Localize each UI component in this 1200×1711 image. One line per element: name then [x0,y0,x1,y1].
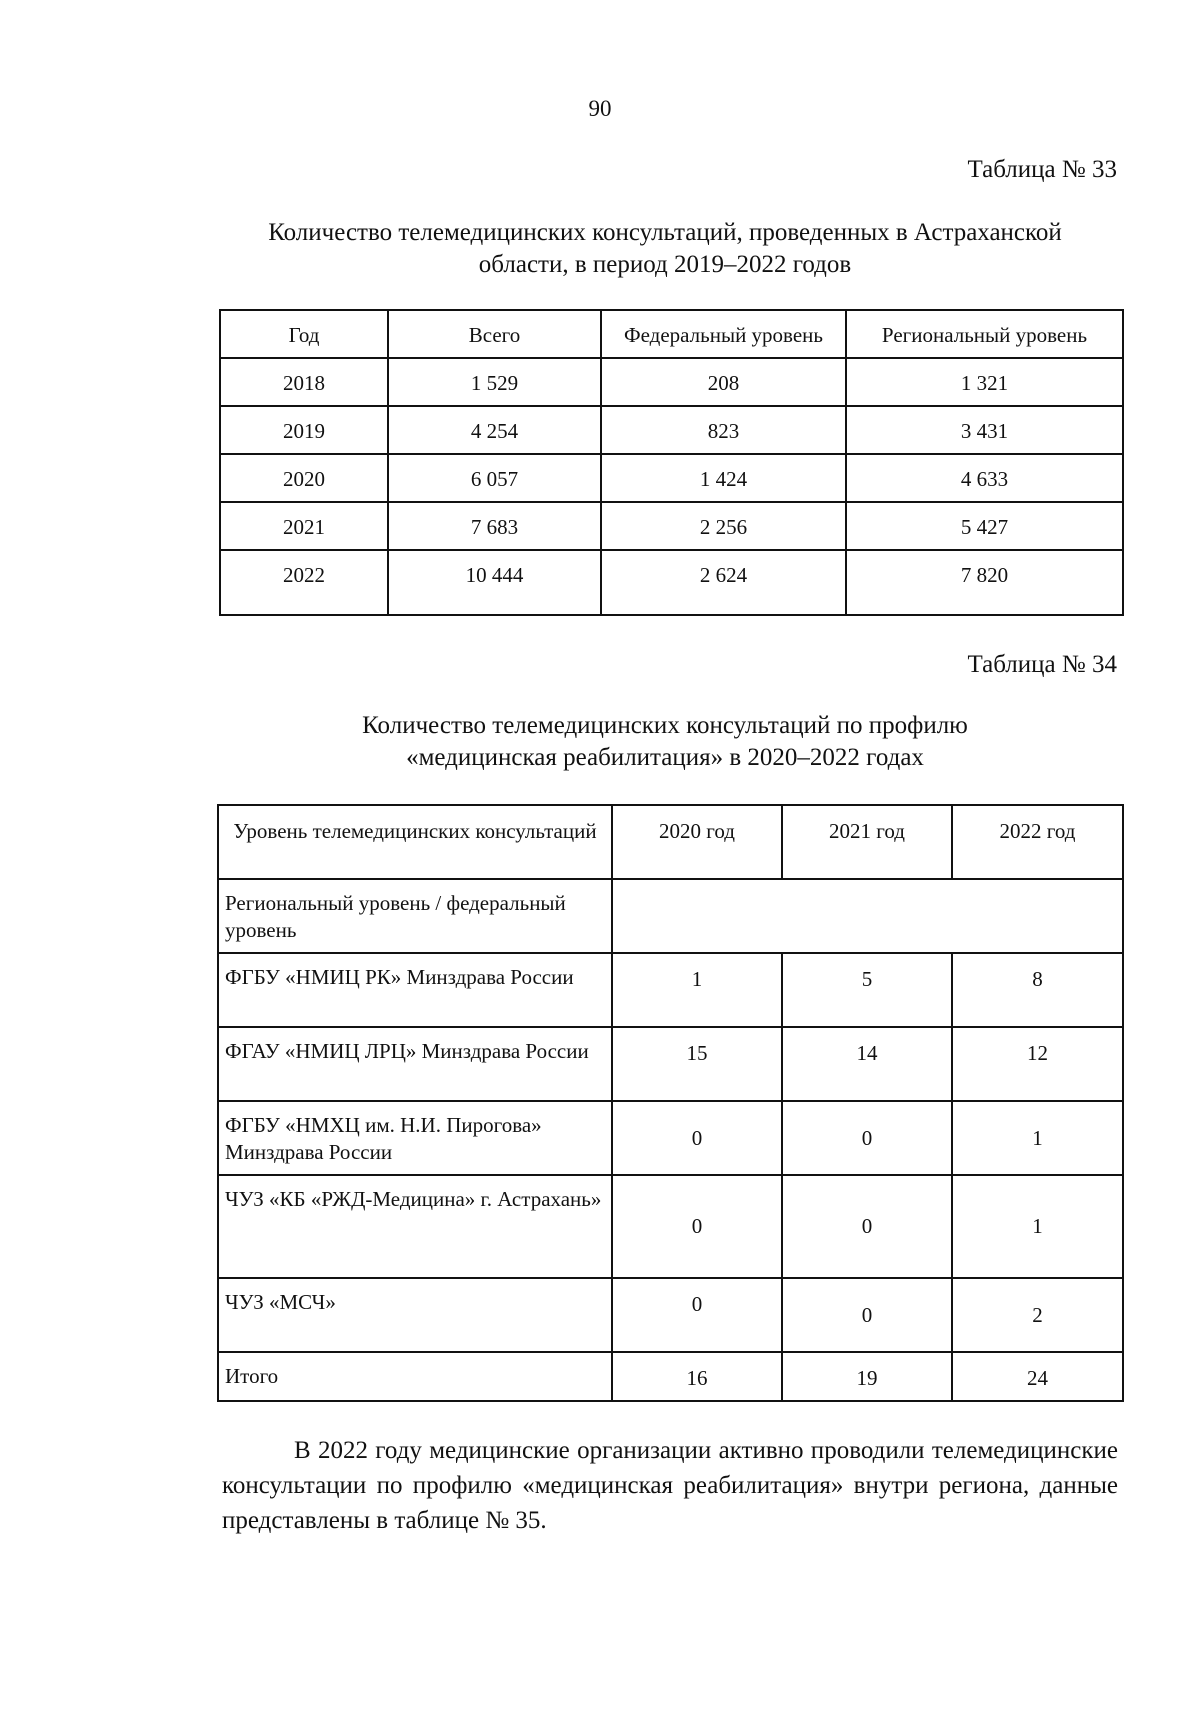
rehabilitation-consultations-table [217,804,1124,1402]
table-34-title-line2: «медицинская реабилитация» в 2020–2022 годах [406,744,924,771]
total-cell: 1 529 [388,358,601,406]
value-2020-cell: 15 [612,1027,782,1101]
total-cell: 6 057 [388,454,601,502]
organization-cell: ФГАУ «НМИЦ ЛРЦ» Минздрава России [218,1027,612,1101]
year-cell: 2018 [220,358,388,406]
table-row [220,406,1123,454]
year-cell: 2021 [220,502,388,550]
group-row-empty-cell [612,879,1123,953]
total-label-cell: Итого [218,1352,612,1401]
column-header-regional: Региональный уровень [846,310,1123,358]
regional-cell: 1 321 [846,358,1123,406]
regional-cell: 4 633 [846,454,1123,502]
year-cell: 2020 [220,454,388,502]
total-2022-cell: 24 [952,1352,1123,1401]
table-row [218,1175,1123,1278]
regional-cell: 3 431 [846,406,1123,454]
table-row [218,953,1123,1027]
value-2021-cell: 0 [782,1175,952,1278]
table-row [218,1027,1123,1101]
table-row [220,550,1123,615]
organization-cell: ЧУЗ «МСЧ» [218,1278,612,1352]
regional-cell: 5 427 [846,502,1123,550]
value-2021-cell: 14 [782,1027,952,1101]
column-header-year: Год [220,310,388,358]
table-33-title-line1: Количество телемедицинских консультаций, проведенных в Астраханской [268,219,1062,246]
total-cell: 4 254 [388,406,601,454]
total-2021-cell: 19 [782,1352,952,1401]
value-2022-cell: 8 [952,953,1123,1027]
organization-cell: ЧУЗ «КБ «РЖД-Медицина» г. Астрахань» [218,1175,612,1278]
federal-cell: 208 [601,358,846,406]
value-2021-cell: 5 [782,953,952,1027]
page-number: 90 [588,96,612,121]
organization-cell: ФГБУ «НМИЦ РК» Минздрава России [218,953,612,1027]
table-33-title-line2: области, в период 2019–2022 годов [478,251,852,278]
group-row-label: Региональный уровень / федеральный уровень [218,879,612,953]
total-cell: 7 683 [388,502,601,550]
year-cell: 2022 [220,550,388,615]
column-header-2020: 2020 год [612,805,782,879]
telemedicine-consultations-table [219,309,1124,616]
value-2021-cell: 0 [782,1278,952,1352]
total-2020-cell: 16 [612,1352,782,1401]
column-header-total: Всего [388,310,601,358]
value-2022-cell: 1 [952,1175,1123,1278]
table-33-title [200,217,1130,281]
body-paragraph: В 2022 году медицинские организации активно проводили телемедицинские консультации по профилю «медицинская реабилитация» внутри региона, данные представлены в таблице № 35. [222,1437,1118,1534]
group-row [218,879,1123,953]
federal-cell: 2 624 [601,550,846,615]
organization-cell: ФГБУ «НМХЦ им. Н.И. Пирогова» Минздрава России [218,1101,612,1175]
table-34-title [200,710,1130,774]
value-2020-cell: 0 [612,1175,782,1278]
table-row [218,1101,1123,1175]
column-header-federal: Федеральный уровень [601,310,846,358]
value-2021-cell: 0 [782,1101,952,1175]
table-header-row [218,805,1123,879]
value-2020-cell: 1 [612,953,782,1027]
table-row [220,454,1123,502]
total-cell: 10 444 [388,550,601,615]
column-header-level: Уровень телемедицинских консультаций [218,805,612,879]
table-header-row [220,310,1123,358]
federal-cell: 1 424 [601,454,846,502]
total-row [218,1352,1123,1401]
value-2022-cell: 2 [952,1278,1123,1352]
table-33-label: Таблица № 33 [967,156,1117,183]
federal-cell: 2 256 [601,502,846,550]
table-34-title-line1: Количество телемедицинских консультаций по профилю [362,712,968,739]
table-row [218,1278,1123,1352]
table-row [220,502,1123,550]
value-2020-cell: 0 [612,1278,782,1352]
value-2022-cell: 12 [952,1027,1123,1101]
column-header-2021: 2021 год [782,805,952,879]
value-2022-cell: 1 [952,1101,1123,1175]
column-header-2022: 2022 год [952,805,1123,879]
year-cell: 2019 [220,406,388,454]
federal-cell: 823 [601,406,846,454]
value-2020-cell: 0 [612,1101,782,1175]
table-34-label: Таблица № 34 [967,651,1117,678]
regional-cell: 7 820 [846,550,1123,615]
table-row [220,358,1123,406]
